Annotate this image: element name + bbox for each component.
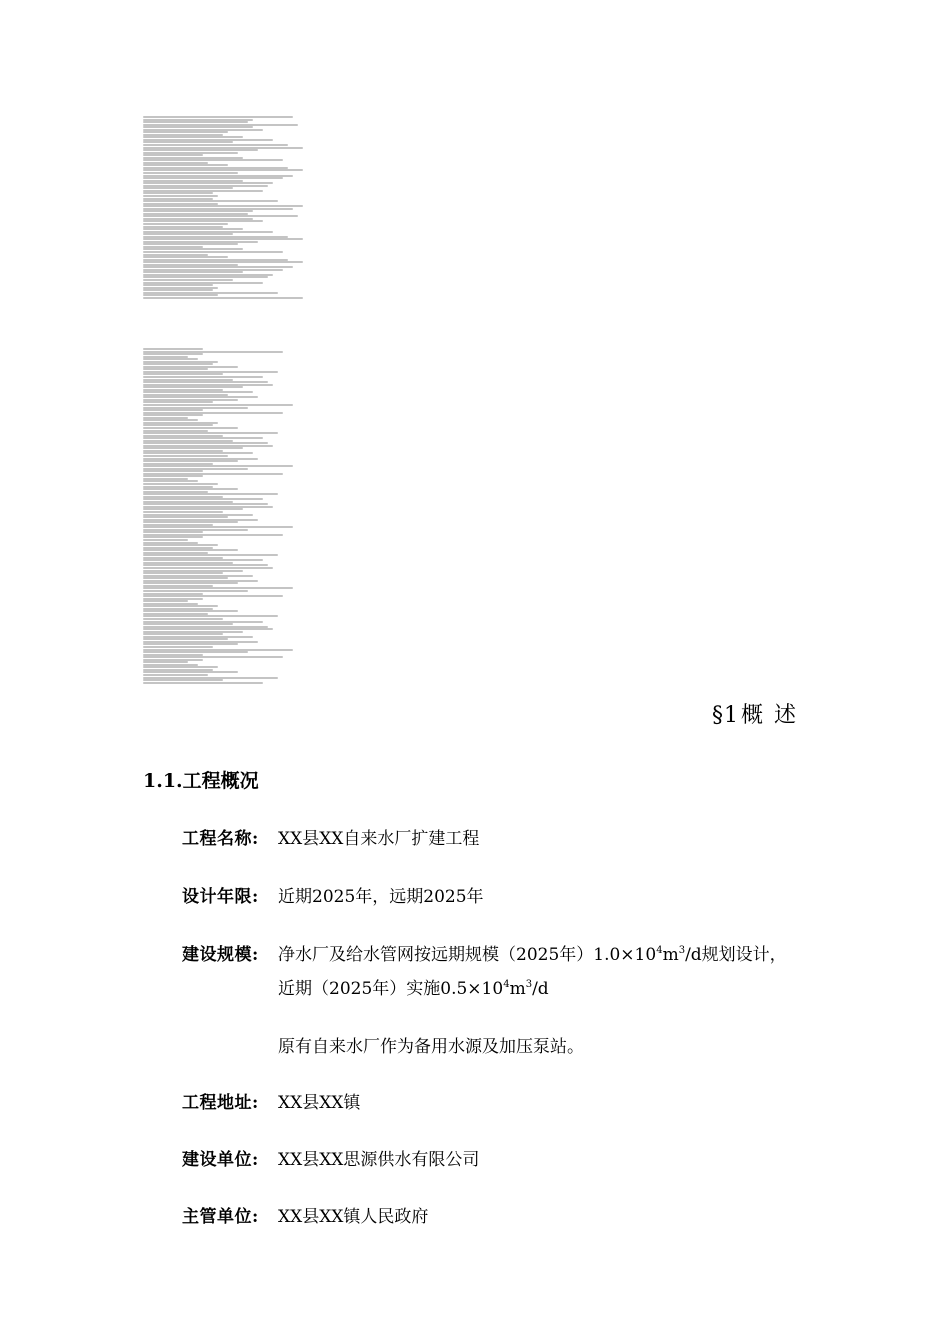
- toc-line: [143, 294, 218, 296]
- section-title: [712, 698, 797, 729]
- toc-line: [143, 539, 188, 541]
- toc-line: [143, 238, 303, 240]
- toc-line: [143, 674, 208, 676]
- toc-line: [143, 205, 303, 207]
- project-name-row: [182, 826, 479, 852]
- toc-line: [143, 144, 288, 146]
- build-scale-note: 原有自来水厂作为备用水源及加压泵站。: [278, 1037, 584, 1057]
- builder-label: 建设单位:: [182, 1150, 259, 1170]
- toc-line: [143, 126, 253, 128]
- builder-value: XX县XX思源供水有限公司: [278, 1150, 480, 1170]
- toc-line: [143, 159, 283, 161]
- toc-line: [143, 526, 293, 528]
- toc-line: [143, 363, 213, 365]
- toc-line: [143, 121, 248, 123]
- build-scale-label: 建设规模:: [182, 945, 259, 965]
- section-word-2: 述: [774, 703, 798, 728]
- toc-line: [143, 386, 243, 388]
- toc-line: [143, 177, 283, 179]
- subsection-title: 1.1.工程概况: [143, 770, 259, 792]
- toc-line: [143, 437, 263, 439]
- toc-line: [143, 549, 238, 551]
- project-address-row: [182, 1090, 360, 1116]
- toc-line: [143, 261, 303, 263]
- toc-line: [143, 116, 293, 118]
- toc-line: [143, 554, 278, 556]
- project-name-label: 工程名称:: [182, 829, 259, 849]
- toc-line: [143, 200, 278, 202]
- section-word-1: 概: [741, 703, 765, 728]
- toc-line: [143, 567, 273, 569]
- toc-line: [143, 544, 218, 546]
- toc-line: [143, 154, 203, 156]
- builder-row: [182, 1147, 479, 1173]
- toc-line: [143, 131, 228, 133]
- toc-line: [143, 470, 203, 472]
- toc-line: [143, 353, 203, 355]
- toc-line: [143, 516, 228, 518]
- toc-line: [143, 618, 223, 620]
- toc-line: [143, 414, 203, 416]
- build-scale-line-1: 净水厂及给水管网按远期规模（2025年）$1.0\times 10^4m^3/d$规划设计，: [278, 945, 787, 965]
- toc-line: [143, 488, 238, 490]
- toc-line: [143, 521, 238, 523]
- toc-line: [143, 682, 263, 684]
- toc-line: [143, 228, 243, 230]
- toc-line: [143, 465, 293, 467]
- toc-line: [143, 210, 253, 212]
- toc-thumbnail-2: [143, 348, 293, 684]
- toc-line: [143, 404, 293, 406]
- toc-line: [143, 195, 218, 197]
- toc-line: [143, 391, 253, 393]
- design-years-row: [182, 884, 484, 910]
- toc-thumbnail-1: [143, 116, 303, 299]
- section-number: §1: [712, 703, 739, 728]
- toc-line: [143, 381, 268, 383]
- toc-line: [143, 266, 293, 268]
- toc-line: [143, 297, 303, 299]
- project-name-value: XX县XX自来水厂扩建工程: [278, 829, 480, 849]
- toc-line: [143, 600, 188, 602]
- toc-line: [143, 284, 213, 286]
- toc-line: [143, 623, 233, 625]
- toc-line: [143, 256, 228, 258]
- design-years-value: 近期2025年，远期2025年: [278, 887, 484, 907]
- toc-line: [143, 289, 213, 291]
- toc-line: [143, 149, 258, 151]
- toc-line: [143, 646, 213, 648]
- authority-row: [182, 1204, 428, 1230]
- toc-line: [143, 577, 228, 579]
- toc-line: [143, 498, 263, 500]
- toc-line: [143, 182, 273, 184]
- authority-label: 主管单位:: [182, 1207, 259, 1227]
- toc-line: [143, 679, 223, 681]
- toc-line: [143, 460, 238, 462]
- toc-line: [143, 442, 268, 444]
- toc-line: [143, 432, 278, 434]
- toc-line: [143, 409, 203, 411]
- toc-line: [143, 661, 188, 663]
- toc-line: [143, 251, 283, 253]
- toc-line: [143, 348, 203, 350]
- toc-line: [143, 427, 238, 429]
- build-scale-line-2: 近期（2025年）实施$0.5\times 10^4m^3/d$: [278, 979, 549, 999]
- toc-line: [143, 172, 238, 174]
- toc-line: [143, 633, 223, 635]
- toc-line: [143, 483, 218, 485]
- toc-line: [143, 223, 228, 225]
- toc-line: [143, 595, 283, 597]
- toc-line: [143, 376, 263, 378]
- build-scale-row: [182, 942, 787, 968]
- toc-line: [143, 511, 223, 513]
- project-address-value: XX县XX镇: [278, 1093, 361, 1113]
- toc-line: [143, 279, 233, 281]
- authority-value: XX县XX镇人民政府: [278, 1207, 429, 1227]
- toc-line: [143, 358, 198, 360]
- toc-line: [143, 572, 223, 574]
- toc-line: [143, 233, 233, 235]
- design-years-label: 设计年限:: [182, 887, 259, 907]
- toc-line: [143, 605, 218, 607]
- toc-line: [143, 628, 273, 630]
- toc-line: [143, 455, 228, 457]
- toc-line: [143, 493, 278, 495]
- project-address-label: 工程地址:: [182, 1093, 259, 1113]
- toc-line: [143, 590, 248, 592]
- toc-line: [143, 656, 283, 658]
- toc-line: [143, 651, 248, 653]
